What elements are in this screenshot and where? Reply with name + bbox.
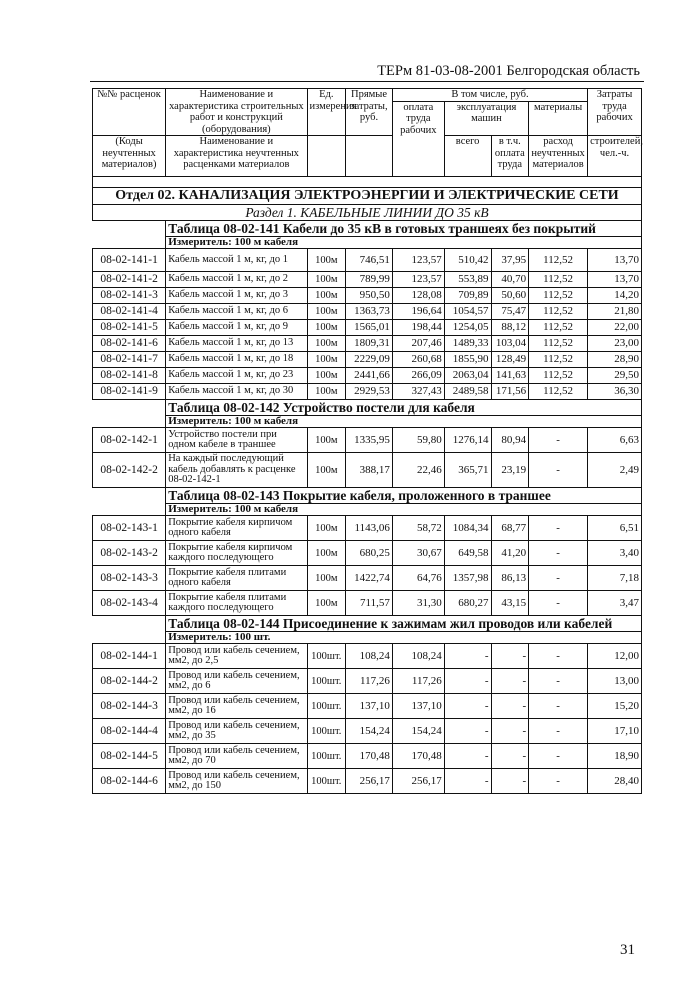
labor-pay: 123,57	[392, 249, 444, 272]
machines-labor: 75,47	[491, 304, 529, 320]
col-name-header: Наименование и характеристика строительных работ и конструкций (оборудования)	[166, 89, 307, 136]
unit-cell: 100шт.	[307, 744, 346, 769]
labor-hours: 28,40	[588, 769, 642, 794]
unit-cell: 100м	[307, 384, 346, 400]
labor-pay: 59,80	[392, 428, 444, 453]
machines-total: 709,89	[444, 288, 491, 304]
table-title: Таблица 08-02-142 Устройство постели для кабеля	[166, 400, 642, 416]
work-name: Покрытие кабеля кирпичом каждого последующего	[166, 541, 307, 566]
machines-labor: 128,49	[491, 352, 529, 368]
work-name: Кабель массой 1 м, кг, до 2	[166, 272, 307, 288]
work-name: Провод или кабель сечением, мм2, до 6	[166, 669, 307, 694]
unit-cell: 100м	[307, 453, 346, 488]
rate-code: 08-02-141-5	[93, 320, 166, 336]
materials-cost: 112,52	[529, 249, 588, 272]
machines-total: 1357,98	[444, 566, 491, 591]
header-row-1	[93, 89, 642, 102]
table-row	[93, 769, 642, 794]
work-name: Кабель массой 1 м, кг, до 6	[166, 304, 307, 320]
col-mach-labor-header: в т.ч. оплата труда	[491, 136, 529, 177]
col-unit-header: Ед. измерения	[307, 89, 346, 136]
table-row	[93, 336, 642, 352]
rate-code: 08-02-141-8	[93, 368, 166, 384]
machines-total: -	[444, 644, 491, 669]
materials-cost: 112,52	[529, 320, 588, 336]
materials-cost: -	[529, 516, 588, 541]
direct-cost: 680,25	[346, 541, 393, 566]
labor-hours: 29,50	[588, 368, 642, 384]
machines-total: -	[444, 719, 491, 744]
labor-hours: 15,20	[588, 694, 642, 719]
direct-cost: 170,48	[346, 744, 393, 769]
machines-total: 365,71	[444, 453, 491, 488]
labor-hours: 18,90	[588, 744, 642, 769]
labor-hours: 13,00	[588, 669, 642, 694]
labor-hours: 6,63	[588, 428, 642, 453]
machines-total: 510,42	[444, 249, 491, 272]
machines-total: -	[444, 694, 491, 719]
rate-code: 08-02-141-2	[93, 272, 166, 288]
col-mat-uncounted-header: расход неучтенных материалов	[529, 136, 588, 177]
col-incl-header: В том числе, руб.	[392, 89, 587, 102]
materials-cost: 112,52	[529, 272, 588, 288]
work-name: Кабель массой 1 м, кг, до 1	[166, 249, 307, 272]
materials-cost: -	[529, 428, 588, 453]
rate-code: 08-02-143-1	[93, 516, 166, 541]
labor-hours: 23,00	[588, 336, 642, 352]
machines-labor: -	[491, 669, 529, 694]
labor-pay: 64,76	[392, 566, 444, 591]
materials-cost: -	[529, 453, 588, 488]
table-meter: Измеритель: 100 м кабеля	[166, 504, 642, 516]
direct-cost: 1809,31	[346, 336, 393, 352]
table-title: Таблица 08-02-141 Кабели до 35 кВ в готовых траншеях без покрытий	[166, 221, 642, 237]
machines-labor: 37,95	[491, 249, 529, 272]
work-name: Покрытие кабеля кирпичом одного кабеля	[166, 516, 307, 541]
machines-labor: 40,70	[491, 272, 529, 288]
machines-total: 649,58	[444, 541, 491, 566]
labor-pay: 108,24	[392, 644, 444, 669]
table-row	[93, 320, 642, 336]
labor-pay: 266,09	[392, 368, 444, 384]
unit-cell: 100шт.	[307, 644, 346, 669]
table-row	[93, 368, 642, 384]
unit-cell: 100м	[307, 541, 346, 566]
machines-total: 2489,58	[444, 384, 491, 400]
table-row	[93, 272, 642, 288]
materials-cost: 112,52	[529, 288, 588, 304]
materials-cost: 112,52	[529, 368, 588, 384]
work-name: Кабель массой 1 м, кг, до 18	[166, 352, 307, 368]
labor-pay: 30,67	[392, 541, 444, 566]
labor-pay: 117,26	[392, 669, 444, 694]
unit-cell: 100м	[307, 428, 346, 453]
rate-code: 08-02-143-4	[93, 591, 166, 616]
work-name: Покрытие кабеля плитами каждого последующего	[166, 591, 307, 616]
labor-pay: 123,57	[392, 272, 444, 288]
materials-cost: 112,52	[529, 336, 588, 352]
col-direct-header: Прямые затраты, руб.	[346, 89, 393, 136]
direct-cost: 154,24	[346, 719, 393, 744]
table-title-row	[93, 400, 642, 416]
meter-row	[93, 632, 642, 644]
machines-labor: -	[491, 694, 529, 719]
direct-cost: 1143,06	[346, 516, 393, 541]
rates-table	[92, 88, 642, 794]
table-meter: Измеритель: 100 шт.	[166, 632, 642, 644]
rate-code: 08-02-144-6	[93, 769, 166, 794]
machines-total: -	[444, 769, 491, 794]
unit-cell: 100шт.	[307, 694, 346, 719]
table-title-row	[93, 221, 642, 237]
rate-code: 08-02-144-3	[93, 694, 166, 719]
direct-cost: 108,24	[346, 644, 393, 669]
labor-hours: 3,40	[588, 541, 642, 566]
rate-code: 08-02-141-9	[93, 384, 166, 400]
unit-cell: 100шт.	[307, 769, 346, 794]
unit-cell: 100шт.	[307, 669, 346, 694]
direct-cost: 2229,09	[346, 352, 393, 368]
rate-code: 08-02-141-1	[93, 249, 166, 272]
rate-code: 08-02-141-6	[93, 336, 166, 352]
rate-code: 08-02-144-2	[93, 669, 166, 694]
materials-cost: -	[529, 541, 588, 566]
labor-hours: 3,47	[588, 591, 642, 616]
rate-code: 08-02-141-7	[93, 352, 166, 368]
materials-cost: 112,52	[529, 384, 588, 400]
machines-total: 680,27	[444, 591, 491, 616]
table-title: Таблица 08-02-144 Присоединение к зажимам жил проводов или кабелей	[166, 616, 642, 632]
table-title-row	[93, 488, 642, 504]
machines-total: 2063,04	[444, 368, 491, 384]
rate-code: 08-02-142-2	[93, 453, 166, 488]
unit-cell: 100м	[307, 336, 346, 352]
meter-row	[93, 504, 642, 516]
machines-labor: 50,60	[491, 288, 529, 304]
labor-pay: 170,48	[392, 744, 444, 769]
materials-cost: -	[529, 566, 588, 591]
table-row	[93, 694, 642, 719]
direct-cost: 2929,53	[346, 384, 393, 400]
subsection-title: Раздел 1. КАБЕЛЬНЫЕ ЛИНИИ ДО 35 кВ	[93, 205, 642, 221]
table-row	[93, 541, 642, 566]
labor-hours: 2,49	[588, 453, 642, 488]
rate-code: 08-02-144-1	[93, 644, 166, 669]
subsection-title-row	[93, 205, 642, 221]
work-name: Провод или кабель сечением, мм2, до 35	[166, 719, 307, 744]
machines-labor: -	[491, 744, 529, 769]
machines-labor: 103,04	[491, 336, 529, 352]
col-name-sub-header: Наименование и характеристика неучтенных расценками материалов	[166, 136, 307, 177]
table-row	[93, 428, 642, 453]
labor-pay: 260,68	[392, 352, 444, 368]
direct-cost: 1565,01	[346, 320, 393, 336]
unit-cell: 100м	[307, 304, 346, 320]
direct-cost: 1335,95	[346, 428, 393, 453]
machines-total: 1254,05	[444, 320, 491, 336]
materials-cost: -	[529, 694, 588, 719]
work-name: Кабель массой 1 м, кг, до 30	[166, 384, 307, 400]
work-name: Устройство постели при одном кабеле в траншее	[166, 428, 307, 453]
machines-labor: 171,56	[491, 384, 529, 400]
work-name: Провод или кабель сечением, мм2, до 2,5	[166, 644, 307, 669]
direct-cost: 2441,66	[346, 368, 393, 384]
table-row	[93, 516, 642, 541]
labor-hours: 17,10	[588, 719, 642, 744]
machines-labor: 23,19	[491, 453, 529, 488]
unit-cell: 100м	[307, 249, 346, 272]
labor-hours: 36,30	[588, 384, 642, 400]
rate-code: 08-02-143-2	[93, 541, 166, 566]
work-name: Кабель массой 1 м, кг, до 9	[166, 320, 307, 336]
work-name: Провод или кабель сечением, мм2, до 70	[166, 744, 307, 769]
unit-cell: 100шт.	[307, 719, 346, 744]
labor-hours: 12,00	[588, 644, 642, 669]
table-row	[93, 669, 642, 694]
table-row	[93, 453, 642, 488]
work-name: Покрытие кабеля плитами одного кабеля	[166, 566, 307, 591]
table-row	[93, 249, 642, 272]
rate-code: 08-02-144-4	[93, 719, 166, 744]
direct-cost: 1363,73	[346, 304, 393, 320]
table-row	[93, 644, 642, 669]
work-name: На каждый последующий кабель добавлять к расценке 08-02-142-1	[166, 453, 307, 488]
machines-labor: -	[491, 644, 529, 669]
unit-cell: 100м	[307, 516, 346, 541]
col-labor-builders-header: строителей, чел.-ч.	[588, 136, 642, 177]
work-name: Провод или кабель сечением, мм2, до 150	[166, 769, 307, 794]
col-code-sub-header: (Коды неучтенных материалов)	[93, 136, 166, 177]
machines-labor: -	[491, 769, 529, 794]
labor-pay: 198,44	[392, 320, 444, 336]
header-row-3	[93, 136, 642, 177]
direct-cost: 1422,74	[346, 566, 393, 591]
document-header: ТЕРм 81-03-08-2001 Белгородская область	[90, 62, 644, 82]
unit-cell: 100м	[307, 320, 346, 336]
col-materials-header: материалы	[529, 101, 588, 136]
materials-cost: -	[529, 769, 588, 794]
table-row	[93, 352, 642, 368]
section-title-row	[93, 188, 642, 205]
page-number: 31	[620, 942, 635, 958]
col-labor-cost-header: Затраты труда рабочих	[588, 89, 642, 136]
labor-hours: 13,70	[588, 272, 642, 288]
table-row	[93, 744, 642, 769]
direct-cost: 388,17	[346, 453, 393, 488]
direct-cost: 137,10	[346, 694, 393, 719]
rate-code: 08-02-143-3	[93, 566, 166, 591]
work-name: Кабель массой 1 м, кг, до 23	[166, 368, 307, 384]
materials-cost: -	[529, 644, 588, 669]
labor-pay: 22,46	[392, 453, 444, 488]
meter-row	[93, 416, 642, 428]
machines-total: 1084,34	[444, 516, 491, 541]
section-title: Отдел 02. КАНАЛИЗАЦИЯ ЭЛЕКТРОЭНЕРГИИ И ЭЛЕКТРИЧЕСКИЕ СЕТИ	[93, 188, 642, 205]
machines-total: 1276,14	[444, 428, 491, 453]
col-mach-total-header: всего	[444, 136, 491, 177]
machines-total: -	[444, 744, 491, 769]
rate-code: 08-02-144-5	[93, 744, 166, 769]
labor-hours: 13,70	[588, 249, 642, 272]
work-name: Кабель массой 1 м, кг, до 13	[166, 336, 307, 352]
rate-code: 08-02-141-4	[93, 304, 166, 320]
materials-cost: -	[529, 669, 588, 694]
labor-hours: 7,18	[588, 566, 642, 591]
table-row	[93, 384, 642, 400]
machines-labor: 68,77	[491, 516, 529, 541]
materials-cost: 112,52	[529, 304, 588, 320]
machines-labor: 86,13	[491, 566, 529, 591]
machines-labor: 43,15	[491, 591, 529, 616]
table-title: Таблица 08-02-143 Покрытие кабеля, проложенного в траншее	[166, 488, 642, 504]
rate-code: 08-02-141-3	[93, 288, 166, 304]
machines-labor: 80,94	[491, 428, 529, 453]
materials-cost: 112,52	[529, 352, 588, 368]
meter-row	[93, 237, 642, 249]
labor-hours: 6,51	[588, 516, 642, 541]
machines-total: 1855,90	[444, 352, 491, 368]
machines-labor: 41,20	[491, 541, 529, 566]
table-meter: Измеритель: 100 м кабеля	[166, 416, 642, 428]
unit-cell: 100м	[307, 288, 346, 304]
col-machines-header: эксплуатация машин	[444, 101, 528, 136]
unit-cell: 100м	[307, 566, 346, 591]
direct-cost: 789,99	[346, 272, 393, 288]
machines-labor: 88,12	[491, 320, 529, 336]
col-code-header: №№ расценок	[93, 89, 166, 136]
labor-hours: 14,20	[588, 288, 642, 304]
labor-pay: 58,72	[392, 516, 444, 541]
machines-labor: -	[491, 719, 529, 744]
labor-pay: 137,10	[392, 694, 444, 719]
table-row	[93, 719, 642, 744]
machines-total: 553,89	[444, 272, 491, 288]
labor-pay: 196,64	[392, 304, 444, 320]
labor-pay: 128,08	[392, 288, 444, 304]
table-row	[93, 591, 642, 616]
materials-cost: -	[529, 744, 588, 769]
work-name: Кабель массой 1 м, кг, до 3	[166, 288, 307, 304]
machines-total: 1054,57	[444, 304, 491, 320]
labor-hours: 21,80	[588, 304, 642, 320]
machines-labor: 141,63	[491, 368, 529, 384]
direct-cost: 711,57	[346, 591, 393, 616]
col-labor-pay-header: оплата труда рабочих	[392, 101, 444, 177]
direct-cost: 117,26	[346, 669, 393, 694]
labor-pay: 31,30	[392, 591, 444, 616]
rate-code: 08-02-142-1	[93, 428, 166, 453]
machines-total: 1489,33	[444, 336, 491, 352]
direct-cost: 746,51	[346, 249, 393, 272]
direct-cost: 256,17	[346, 769, 393, 794]
labor-pay: 256,17	[392, 769, 444, 794]
unit-cell: 100м	[307, 272, 346, 288]
unit-cell: 100м	[307, 591, 346, 616]
table-title-row	[93, 616, 642, 632]
labor-pay: 154,24	[392, 719, 444, 744]
materials-cost: -	[529, 591, 588, 616]
work-name: Провод или кабель сечением, мм2, до 16	[166, 694, 307, 719]
unit-cell: 100м	[307, 368, 346, 384]
unit-cell: 100м	[307, 352, 346, 368]
labor-pay: 327,43	[392, 384, 444, 400]
table-row	[93, 566, 642, 591]
direct-cost: 950,50	[346, 288, 393, 304]
labor-hours: 28,90	[588, 352, 642, 368]
materials-cost: -	[529, 719, 588, 744]
table-row	[93, 288, 642, 304]
machines-total: -	[444, 669, 491, 694]
table-meter: Измеритель: 100 м кабеля	[166, 237, 642, 249]
table-row	[93, 304, 642, 320]
labor-hours: 22,00	[588, 320, 642, 336]
labor-pay: 207,46	[392, 336, 444, 352]
